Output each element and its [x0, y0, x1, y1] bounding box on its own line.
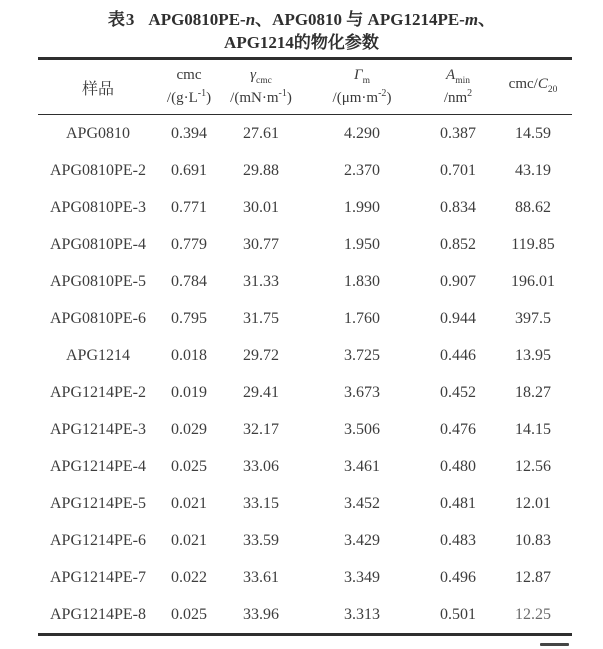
sample-cell: APG1214PE-3: [49, 420, 146, 438]
value-cell: 29.88: [243, 161, 279, 179]
value-cell: 31.75: [243, 309, 279, 327]
value-cell: 33.61: [243, 568, 279, 586]
header-unit-line: [422, 88, 494, 107]
value-cell: 3.673: [344, 383, 380, 401]
header-symbol-italic: A: [446, 67, 456, 84]
sample-cell: APG1214PE-5: [49, 494, 146, 512]
sample-cell: APG0810PE-4: [49, 235, 146, 253]
value-cell: 3.452: [344, 494, 380, 512]
header-symbol-italic: Γ: [354, 67, 363, 84]
sample-cell: APG1214: [65, 346, 130, 364]
value-cell: 3.461: [344, 457, 380, 475]
value-cell: 0.496: [440, 568, 476, 586]
table-row: [38, 411, 572, 448]
header-symbol-line: [220, 67, 302, 86]
physico-chemical-table: [38, 57, 572, 636]
header-symbol-subscript: 20: [547, 85, 558, 96]
value-cell: 27.61: [243, 124, 279, 142]
header-symbol-italic: γ: [250, 67, 257, 84]
value-cell: 0.019: [171, 383, 207, 401]
value-cell: 196.01: [511, 272, 555, 290]
value-cell: 0.021: [171, 494, 207, 512]
header-unit-text: /(g·L: [166, 90, 198, 107]
value-cell: 33.06: [243, 457, 279, 475]
value-cell: 0.025: [171, 457, 207, 475]
value-cell: 0.771: [171, 198, 207, 216]
scan-artifact: [540, 643, 569, 646]
caption-text-3: 、: [478, 10, 496, 29]
value-cell: 0.018: [171, 346, 207, 364]
table-row: [38, 374, 572, 411]
caption-text-1: APG0810PE-: [148, 10, 246, 29]
value-cell: 0.022: [171, 568, 207, 586]
header-symbol-line: [494, 76, 572, 95]
table-row: [38, 300, 572, 337]
caption-line-2: APG1214的物化参数: [224, 33, 379, 53]
col-header-gamma-cmc: [220, 59, 302, 115]
table-row: [38, 485, 572, 522]
sample-cell: APG0810PE-5: [49, 272, 146, 290]
value-cell: 12.25: [515, 605, 551, 623]
table-row: [38, 596, 572, 635]
caption-text-2: 、APG0810 与 APG1214PE-: [255, 10, 465, 29]
header-symbol-text: cmc: [176, 67, 202, 84]
value-cell: 32.17: [243, 420, 279, 438]
header-symbol-subscript: cmc: [256, 76, 272, 87]
value-cell: 33.59: [243, 531, 279, 549]
sample-cell: APG1214PE-6: [49, 531, 146, 549]
value-cell: 14.59: [515, 124, 551, 142]
value-cell: 30.01: [243, 198, 279, 216]
value-cell: 0.701: [440, 161, 476, 179]
value-cell: 4.290: [344, 124, 380, 142]
value-cell: 1.760: [344, 309, 380, 327]
header-unit-superscript: -1: [278, 88, 287, 100]
value-cell: 1.990: [344, 198, 380, 216]
col-header-sample: [38, 59, 158, 115]
table-row: [38, 559, 572, 596]
header-unit-text: /(mN·m: [230, 90, 279, 107]
value-cell: 3.506: [344, 420, 380, 438]
col-header-cmc-c20: [494, 59, 572, 115]
header-unit-line: [302, 88, 422, 107]
value-cell: 88.62: [515, 198, 551, 216]
value-cell: 3.313: [344, 605, 380, 623]
sample-cell: APG1214PE-4: [49, 457, 146, 475]
value-cell: 3.429: [344, 531, 380, 549]
header-unit-close: ): [286, 90, 292, 107]
header-unit-close: ): [386, 90, 392, 107]
table-row: [38, 226, 572, 263]
value-cell: 0.795: [171, 309, 207, 327]
header-unit-superscript: -2: [378, 88, 387, 100]
header-symbol-line: [422, 67, 494, 86]
table-container: [38, 57, 572, 636]
value-cell: 397.5: [515, 309, 551, 327]
header-unit-text: /(μm·m: [332, 90, 379, 107]
value-cell: 0.446: [440, 346, 476, 364]
caption-italic-n: n: [245, 10, 256, 29]
value-cell: 0.691: [171, 161, 207, 179]
table-row: [38, 152, 572, 189]
header-symbol-line: [302, 67, 422, 86]
value-cell: 0.784: [171, 272, 207, 290]
value-cell: 0.476: [440, 420, 476, 438]
value-cell: 0.452: [440, 383, 476, 401]
sample-cell: APG1214PE-2: [49, 383, 146, 401]
value-cell: 31.33: [243, 272, 279, 290]
value-cell: 0.394: [171, 124, 207, 142]
table-row: [38, 448, 572, 485]
header-unit-superscript: -1: [197, 88, 207, 100]
value-cell: 12.01: [515, 494, 551, 512]
value-cell: 0.483: [440, 531, 476, 549]
table-row: [38, 115, 572, 153]
header-symbol-subscript: m: [362, 76, 370, 87]
header-unit-text: /nm: [443, 90, 468, 107]
value-cell: 0.021: [171, 531, 207, 549]
value-cell: 0.834: [440, 198, 476, 216]
caption-italic-m: m: [464, 10, 479, 29]
value-cell: 33.96: [243, 605, 279, 623]
header-symbol-text: cmc/: [508, 76, 538, 93]
header-unit-close: ): [206, 90, 212, 107]
sample-cell: APG1214PE-7: [49, 568, 146, 586]
value-cell: 14.15: [515, 420, 551, 438]
value-cell: 2.370: [344, 161, 380, 179]
value-cell: 33.15: [243, 494, 279, 512]
value-cell: 1.950: [344, 235, 380, 253]
col-header-cmc: [158, 59, 220, 115]
value-cell: 30.77: [243, 235, 279, 253]
value-cell: 0.480: [440, 457, 476, 475]
value-cell: 10.83: [515, 531, 551, 549]
sample-cell: APG0810PE-3: [49, 198, 146, 216]
table-row: [38, 337, 572, 374]
value-cell: 0.387: [440, 124, 476, 142]
table-body: [38, 115, 572, 635]
value-cell: 0.481: [440, 494, 476, 512]
sample-header-label: 样品: [81, 80, 114, 98]
value-cell: 43.19: [515, 161, 551, 179]
table-number-label: 表3: [107, 10, 136, 29]
value-cell: 12.56: [515, 457, 551, 475]
table-row: [38, 263, 572, 300]
value-cell: 3.349: [344, 568, 380, 586]
value-cell: 0.029: [171, 420, 207, 438]
header-unit-line: [158, 88, 220, 107]
header-symbol-italic: C: [537, 76, 548, 93]
header-symbol-line: [158, 67, 220, 86]
value-cell: 0.025: [171, 605, 207, 623]
table-row: [38, 522, 572, 559]
value-cell: 1.830: [344, 272, 380, 290]
value-cell: 13.95: [515, 346, 551, 364]
value-cell: 29.72: [243, 346, 279, 364]
col-header-area-min: [422, 59, 494, 115]
value-cell: 18.27: [515, 383, 551, 401]
value-cell: 3.725: [344, 346, 380, 364]
caption-line-1: [0, 8, 603, 31]
value-cell: 0.779: [171, 235, 207, 253]
header-unit-superscript: 2: [467, 88, 473, 100]
value-cell: 29.41: [243, 383, 279, 401]
value-cell: 0.944: [440, 309, 476, 327]
value-cell: 119.85: [511, 235, 555, 253]
sample-cell: APG1214PE-8: [49, 605, 146, 623]
sample-cell: APG0810: [65, 124, 130, 142]
value-cell: 12.87: [515, 568, 551, 586]
header-row: [38, 59, 572, 115]
table-caption: [0, 8, 603, 55]
sample-cell: APG0810PE-2: [49, 161, 146, 179]
value-cell: 0.907: [440, 272, 476, 290]
header-symbol-subscript: min: [455, 76, 470, 87]
value-cell: 0.852: [440, 235, 476, 253]
sample-cell: APG0810PE-6: [49, 309, 146, 327]
header-unit-line: [220, 88, 302, 107]
value-cell: 0.501: [440, 605, 476, 623]
col-header-surface-excess: [302, 59, 422, 115]
table-row: [38, 189, 572, 226]
